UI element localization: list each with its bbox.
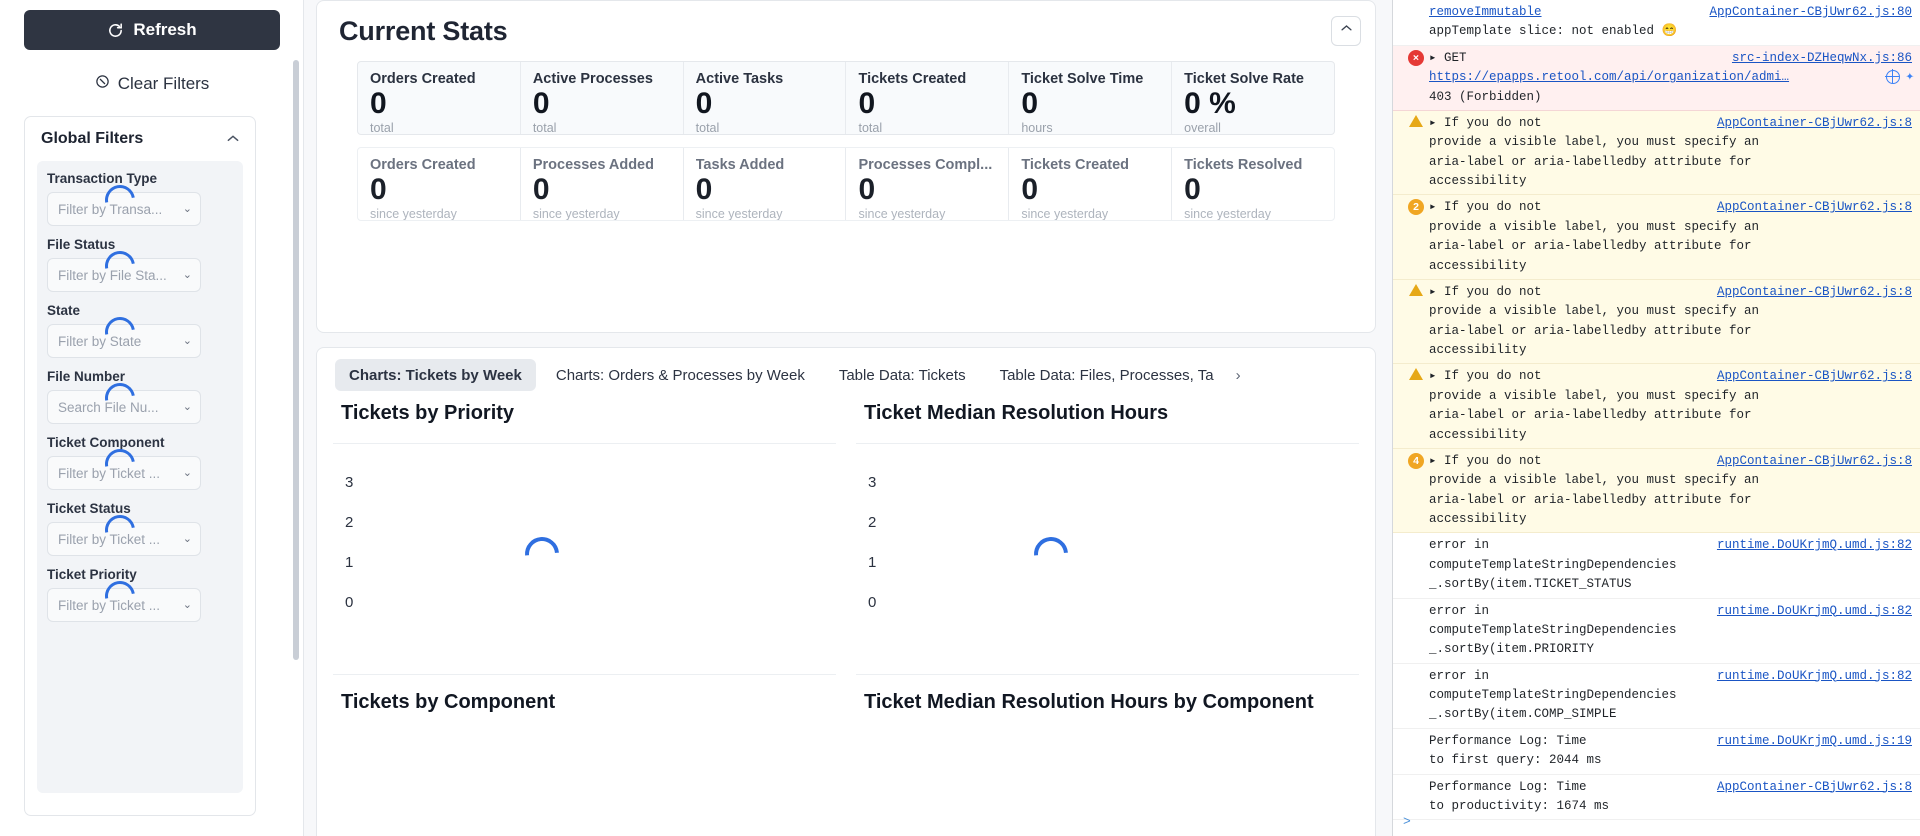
console-source-link[interactable]: AppContainer-CBjUwr62.js:8 [1716,200,1912,215]
file-status-select[interactable] [47,258,201,292]
global-filters-card [24,116,256,816]
stat-active-processes-total [521,62,684,134]
stat-sub: hours [1021,120,1053,135]
refresh-button[interactable] [24,10,280,50]
stat-sub: overall [1184,120,1221,135]
chevron-down-icon: ⌄ [182,466,192,479]
console-text: accessibility [1429,258,1527,273]
y-tick: 1 [345,554,354,571]
stat-sub: total [695,120,720,135]
console-text: ▸ If you do not [1429,284,1542,299]
charts-row-2 [317,675,1375,812]
ticket-priority-select[interactable] [47,588,201,622]
console-gutter [1403,778,1429,817]
console-text: Performance Log: Time [1429,779,1595,794]
chevron-down-icon: ⌄ [182,532,192,545]
current-stats-card [316,0,1376,333]
chart-ticket-median-resolution-hours [846,402,1369,675]
select-placeholder: Filter by Ticket ... [58,531,161,547]
console-gutter [1403,49,1429,107]
console-text: accessibility [1429,174,1527,188]
y-tick: 3 [345,474,354,491]
console-link-text[interactable]: removeImmutable [1429,5,1542,19]
select-placeholder: Filter by Ticket ... [58,597,161,613]
console-source-link[interactable]: runtime.DoUKrjmQ.umd.js:82 [1716,668,1912,683]
console-text: appTemplate slice: not enabled 😁 [1429,24,1678,39]
filter-label: Ticket Component [47,435,165,450]
console-source-link[interactable]: runtime.DoUKrjmQ.umd.js:19 [1716,733,1912,748]
filter-label: File Status [47,237,116,252]
stats-row-totals [357,61,1335,135]
console-text: error in [1429,603,1497,618]
tab-table-data-tickets[interactable]: Table Data: Tickets [838,366,966,384]
console-source-link[interactable]: AppContainer-CBjUwr62.js:8 [1716,369,1912,384]
console-gutter [1403,114,1429,192]
y-tick: 0 [868,594,877,611]
stat-value: 0 [858,87,876,120]
console-text: error in [1429,538,1497,553]
stat-tasks-added-yesterday [684,148,847,220]
chart-title: Tickets by Priority [341,402,515,424]
globe-icon[interactable] [1886,70,1900,84]
warning-icon [1409,368,1423,380]
filter-label: File Number [47,369,126,384]
filter-transaction-type [47,171,233,226]
warning-icon [1409,115,1423,127]
chevron-down-icon: ⌄ [182,202,192,215]
filter-file-number [47,369,233,424]
console-input-prompt[interactable]: > [1403,813,1411,829]
select-placeholder: Search File Nu... [58,399,159,415]
filter-label: Ticket Status [47,501,131,516]
console-text: ▸ If you do not [1429,200,1542,215]
chevron-down-icon: ⌄ [182,334,192,347]
loading-spinner-icon [1027,530,1075,578]
console-text: _.sortBy(item.COMP_SIMPLE [1429,707,1617,722]
console-row-warning[interactable] [1393,449,1920,534]
stat-label: Orders Created [370,71,476,87]
chevron-down-icon: ⌄ [182,268,192,281]
filter-ticket-component [47,435,233,490]
console-gutter [1403,452,1429,530]
charts-row-1 [317,402,1375,675]
console-gutter [1403,667,1429,725]
refresh-icon [107,22,124,39]
console-source-link[interactable]: AppContainer-CBjUwr62.js:8 [1716,453,1912,468]
stat-sub: since yesterday [858,206,946,221]
chevron-up-icon[interactable] [225,131,241,147]
stat-value: 0 [370,173,387,206]
warning-count-badge: 4 [1408,453,1424,469]
console-row-icons[interactable] [1886,70,1914,84]
chevron-up-icon [1339,21,1354,41]
select-placeholder: Filter by File Sta... [58,267,167,283]
console-text: computeTemplateStringDependencies [1429,688,1677,702]
stat-label: Processes Added [532,157,654,173]
console-source-link[interactable]: runtime.DoUKrjmQ.umd.js:82 [1716,538,1912,553]
stat-tickets-resolved-yesterday [1172,148,1334,220]
stat-value: 0 [532,87,550,120]
console-text: ▸ If you do not [1429,369,1542,384]
chevron-down-icon: ⌄ [182,400,192,413]
stats-row-since-yesterday [357,147,1335,221]
console-text: aria-label or aria-labelledby attribute for [1429,323,1752,338]
stat-value: 0 [532,173,550,206]
chevron-right-icon[interactable]: › [1235,366,1241,384]
console-source-link[interactable]: AppContainer-CBjUwr62.js:8 [1716,779,1912,794]
console-source-link[interactable]: AppContainer-CBjUwr62.js:80 [1709,5,1912,19]
stat-sub: since yesterday [532,206,620,221]
stat-label: Ticket Solve Time [1021,71,1144,87]
console-url[interactable] [1429,68,1914,87]
console-text: ▸ If you do not [1429,453,1542,468]
stat-value: 0 [1021,173,1038,206]
console-gutter [1403,367,1429,445]
console-source-link[interactable]: AppContainer-CBjUwr62.js:8 [1716,284,1912,299]
y-axis-labels [345,474,353,634]
stat-orders-created-yesterday [358,148,521,220]
stat-label: Active Processes [532,71,653,87]
stat-sub: total [532,120,557,135]
console-row-warning[interactable] [1393,364,1920,449]
console-row[interactable] [1393,599,1920,664]
stat-label: Tickets Created [1021,157,1130,173]
console-row[interactable] [1393,664,1920,729]
stat-label: Processes Compl... [858,157,993,173]
state-select[interactable] [47,324,201,358]
console-text: provide a visible label, you must specify an [1429,304,1760,319]
console-text: _.sortBy(item.TICKET_STATUS [1429,577,1632,592]
file-number-search-input[interactable] [47,390,201,424]
y-tick: 2 [345,514,354,531]
chart-title: Ticket Median Resolution Hours by Component [864,691,1314,713]
clear-icon [95,74,110,94]
stat-value: 0 [695,173,713,206]
stat-tickets-created-total [846,62,1009,134]
chart-title: Tickets by Component [341,691,556,713]
stat-sub: since yesterday [1021,206,1109,221]
clear-filters-label: Clear Filters [117,74,210,93]
y-tick: 0 [345,594,354,611]
chart-tabs [317,348,1375,402]
y-tick: 1 [868,554,877,571]
select-placeholder: Filter by Transa... [58,201,163,217]
console-gutter [1403,732,1429,771]
filter-ticket-status [47,501,233,556]
console-text: aria-label or aria-labelledby attribute for [1429,408,1752,423]
stat-label: Orders Created [370,157,476,173]
current-stats-header [317,1,1375,61]
console-text: computeTemplateStringDependencies [1429,557,1677,572]
filter-state [47,303,233,358]
global-filters-title: Global Filters [41,130,144,147]
stat-value: 0 [1184,173,1201,206]
filter-label: Transaction Type [47,171,158,186]
stat-processes-added-yesterday [521,148,684,220]
stat-label: Active Tasks [695,71,784,87]
console-gutter [1403,3,1429,42]
console-text: provide a visible label, you must specify an [1429,135,1760,150]
console-row-error[interactable] [1393,46,1920,111]
chart-plot-area [856,443,1359,675]
console-text: error in [1429,668,1497,683]
console-text: accessibility [1429,512,1527,526]
tab-charts-tickets-by-week[interactable]: Charts: Tickets by Week [335,359,536,391]
console-text: aria-label or aria-labelledby attribute for [1429,239,1752,254]
console-source-link[interactable]: AppContainer-CBjUwr62.js:8 [1716,115,1912,130]
console-text: accessibility [1429,343,1527,357]
warning-icon [1409,284,1423,296]
chart-title: Ticket Median Resolution Hours [864,402,1169,424]
console-text: aria-label or aria-labelledby attribute for [1429,154,1752,169]
console-row[interactable] [1393,775,1920,821]
console-gutter [1403,283,1429,361]
clear-filters-button[interactable] [24,68,280,100]
stat-value: 0 % [1184,87,1236,120]
stat-sub: total [858,120,883,135]
console-row-warning[interactable] [1393,111,1920,196]
stat-ticket-solve-rate [1172,62,1334,134]
ticket-component-select[interactable] [47,456,201,490]
console-prefix: ▸ GET [1429,50,1475,65]
y-tick: 2 [868,514,877,531]
console-text: _.sortBy(item.PRIORITY [1429,642,1595,657]
console-status: 403 (Forbidden) [1429,89,1542,104]
stat-label: Tickets Created [858,71,967,87]
chart-plot-area [856,732,1359,812]
stat-tickets-created-yesterday [1009,148,1172,220]
chart-ticket-median-resolution-hours-by-component [846,675,1369,812]
stat-label: Tasks Added [695,157,785,173]
select-placeholder: Filter by State [58,333,142,349]
stat-sub: since yesterday [370,206,457,221]
charts-card [316,347,1376,836]
console-text: provide a visible label, you must specify an [1429,473,1760,488]
console-source-link[interactable]: src-index-DZHeqwNx.js:86 [1731,50,1912,65]
stat-value: 0 [858,173,876,206]
transaction-type-select[interactable] [47,192,201,226]
error-icon: × [1408,50,1424,66]
main-content [304,0,1392,836]
chart-tickets-by-component [323,675,846,812]
stat-active-tasks-total [684,62,847,134]
console-text: to first query: 2044 ms [1429,753,1602,768]
console-url-text[interactable]: https://epapps.retool.com/api/organization/admi… [1429,70,1790,85]
console-text: aria-label or aria-labelledby attribute for [1429,492,1752,507]
console-gutter [1403,198,1429,276]
stat-orders-created-total [358,62,521,134]
refresh-button-label: Refresh [133,20,197,39]
filter-ticket-priority [47,567,233,622]
stat-value: 0 [1021,87,1038,120]
stat-value: 0 [370,87,387,120]
stat-sub: since yesterday [695,206,783,221]
stat-ticket-solve-time [1009,62,1172,134]
tab-table-data-files-processes-tasks[interactable]: Table Data: Files, Processes, Ta [999,366,1214,384]
collapse-stats-button[interactable] [1331,16,1361,46]
console-text: provide a visible label, you must specify an [1429,219,1760,234]
sparkle-icon[interactable]: ✦ [1905,68,1914,85]
stat-sub: total [370,120,394,135]
console-text: accessibility [1429,427,1527,442]
sidebar-scrollbar[interactable] [293,60,299,660]
filter-label: State [47,303,81,318]
global-filters-body [37,161,243,793]
filter-label: Ticket Priority [47,567,137,582]
chart-plot-area [333,732,836,812]
tab-charts-orders-processes-by-week[interactable]: Charts: Orders & Processes by Week [555,366,805,384]
stat-processes-completed-yesterday [846,148,1009,220]
chart-plot-area [333,443,836,675]
stat-value: 0 [695,87,713,120]
loading-spinner-icon [518,530,566,578]
filters-sidebar [0,0,304,836]
select-placeholder: Filter by Ticket ... [58,465,161,481]
filter-file-status [47,237,233,292]
devtools-console[interactable] [1392,0,1920,836]
console-text: computeTemplateStringDependencies [1429,622,1677,637]
console-row-warning[interactable] [1393,195,1920,280]
stat-label: Ticket Solve Rate [1184,71,1304,87]
console-row[interactable] [1393,533,1920,598]
console-row[interactable] [1393,729,1920,775]
chart-tickets-by-priority [323,402,846,675]
console-text: provide a visible label, you must specify an [1429,388,1760,403]
global-filters-header[interactable] [25,117,255,161]
console-text: to productivity: 1674 ms [1429,798,1610,813]
warning-count-badge: 2 [1408,199,1424,215]
console-gutter [1403,602,1429,660]
console-text: ▸ If you do not [1429,115,1542,130]
stat-label: Tickets Resolved [1184,157,1303,173]
console-source-link[interactable]: runtime.DoUKrjmQ.umd.js:82 [1716,603,1912,618]
ticket-status-select[interactable] [47,522,201,556]
console-gutter [1403,536,1429,594]
console-row-warning[interactable] [1393,280,1920,365]
y-axis-labels [868,474,876,634]
console-text: Performance Log: Time [1429,733,1595,748]
y-tick: 3 [868,474,877,491]
page-title: Current Stats [339,15,508,46]
console-row[interactable] [1393,0,1920,46]
stat-sub: since yesterday [1184,206,1271,221]
chevron-down-icon: ⌄ [182,598,192,611]
